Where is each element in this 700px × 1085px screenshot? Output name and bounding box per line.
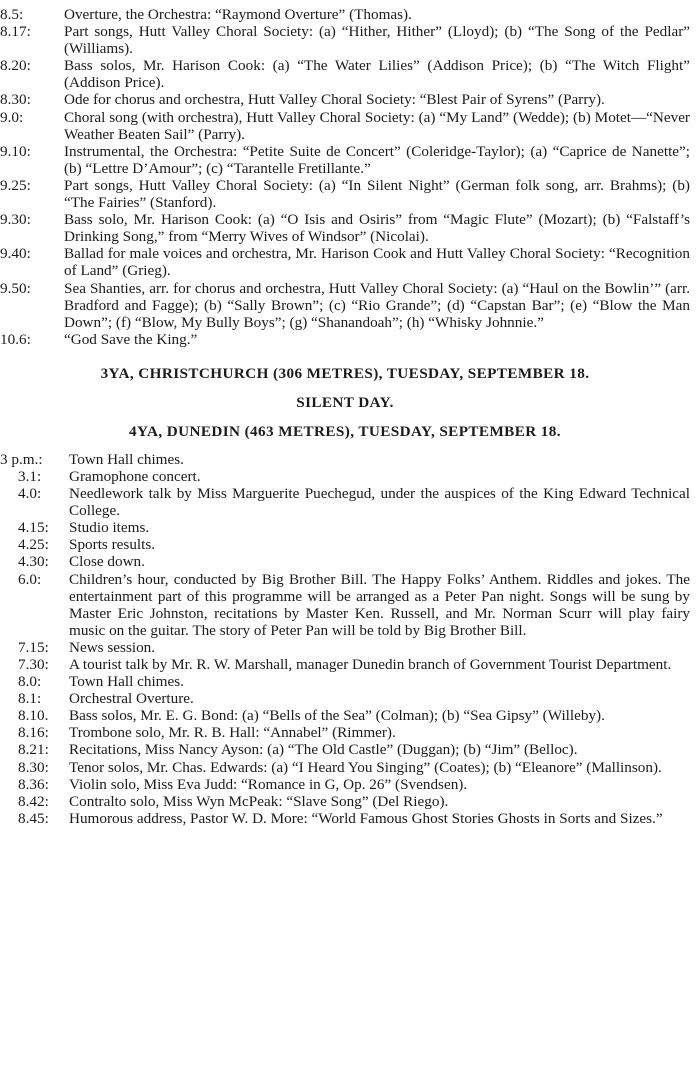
entry-time: 8.16: — [18, 724, 49, 742]
entry-time: 3.1: — [18, 467, 42, 485]
entry-text: Ode for chorus and orchestra, Hutt Valley Choral Society: “Blest Pair of Syrens” (Parry). — [64, 91, 605, 109]
entry-text: Close down. — [69, 553, 145, 571]
programme-entry — [0, 793, 690, 810]
programme-entry — [0, 553, 690, 570]
entry-time: 8.42: — [18, 792, 49, 810]
entry-text: Choral song (with orchestra), Hutt Valley Choral Society: (a) “My Land” (Wedde); (b) Motet—“Never Weather Beaten Sail” (Parry). — [64, 108, 690, 143]
entry-time: 8.0: — [18, 673, 42, 691]
programme-entry — [0, 519, 690, 536]
entry-time: 4.0: — [18, 485, 42, 503]
entry-text: Instrumental, the Orchestra: “Petite Suite de Concert” (Coleridge-Taylor); (a) “Caprice de Nanette”; (b) “Lettre D’Amour”; (c) “Tarantelle Fretillante.” — [64, 142, 690, 177]
entry-text: Needlework talk by Miss Marguerite Puechegud, under the auspices of the King Edward Technical College. — [69, 485, 690, 520]
programme-entry — [0, 177, 690, 211]
station-heading-christchurch: 3YA, CHRISTCHURCH (306 METRES), TUESDAY, SEPTEMBER 18. — [100, 364, 590, 382]
entry-time: 8.21: — [18, 741, 49, 759]
entry-text: Contralto solo, Miss Wyn McPeak: “Slave Song” (Del Riego). — [69, 792, 449, 810]
programme-entry — [0, 280, 690, 331]
entry-text: Studio items. — [69, 519, 150, 537]
programme-entry — [0, 536, 690, 553]
entry-time: 6.0: — [18, 570, 42, 588]
programme-entry — [0, 776, 690, 793]
entry-time: 4.15: — [18, 519, 49, 537]
entry-text: Orchestral Overture. — [69, 690, 194, 708]
entry-text: A tourist talk by Mr. R. W. Marshall, manager Dunedin branch of Government Tourist Department. — [69, 656, 672, 673]
entry-time: 7.30: — [18, 656, 49, 673]
entry-text: Bass solos, Mr. Harison Cook: (a) “The Water Lilies” (Addison Price); (b) “The Witch Flight” (Addison Price). — [64, 57, 690, 92]
entry-time: 10.6: — [0, 330, 31, 348]
entry-time: 9.10: — [0, 142, 31, 160]
entry-time: 8.36: — [18, 775, 49, 793]
programme-entry — [0, 741, 690, 758]
entry-time: 8.45: — [18, 809, 49, 827]
entry-time: 9.40: — [0, 245, 31, 263]
station-heading-dunedin: 4YA, DUNEDIN (463 METRES), TUESDAY, SEPTEMBER 18. — [129, 422, 561, 440]
programme-entry — [0, 571, 690, 639]
entry-time: 9.30: — [0, 211, 31, 229]
entry-text: News session. — [69, 638, 156, 656]
programme-entry — [0, 109, 690, 143]
entry-text: Tenor solos, Mr. Chas. Edwards: (a) “I Heard You Singing” (Coates); (b) “Eleanore” (Mallinson). — [69, 758, 662, 776]
programme-entry — [0, 245, 690, 279]
programme-entry — [0, 57, 690, 91]
programme-entry — [0, 485, 690, 519]
section-2ya-evening — [0, 6, 690, 348]
programme-entry — [0, 143, 690, 177]
entry-time: 8.20: — [0, 57, 31, 75]
silent-day-heading: SILENT DAY. — [296, 393, 394, 411]
entry-text: Children’s hour, conducted by Big Brother Bill. The Happy Folks’ Anthem. Riddles and jokes. The entertainment part of this programme will be arranged as a Peter Pan night. Songs will be sung by Master Eric Johnston, recitations by Master Ken. Russell, and Mr. Norman Scurr will play fairy music on the guitar. The story of Peter Pan will be told by Big Brother Bill. — [69, 570, 690, 639]
entry-time: 8.5: — [0, 6, 24, 23]
entry-text: “God Save the King.” — [64, 330, 198, 348]
entry-time: 8.17: — [0, 23, 31, 41]
entry-time: 8.30: — [18, 758, 49, 776]
programme-entry — [0, 23, 690, 57]
programme-entry — [0, 6, 690, 23]
programme-entry — [0, 810, 690, 827]
entry-text: Violin solo, Miss Eva Judd: “Romance in G, Op. 26” (Svendsen). — [69, 775, 468, 793]
entry-time: 9.50: — [0, 279, 31, 297]
entry-time: 8.1: — [18, 690, 42, 708]
entry-time: 8.30: — [0, 91, 31, 109]
entry-time: 7.15: — [18, 638, 49, 656]
programme-entry — [0, 690, 690, 707]
entry-text: Gramophone concert. — [69, 467, 201, 485]
entry-text: Part songs, Hutt Valley Choral Society: (a) “In Silent Night” (German folk song, arr. Brahms); (b) “The Fairies” (Stanford). — [64, 176, 690, 212]
entry-text: Sports results. — [69, 536, 156, 554]
entry-text: Sea Shanties, arr. for chorus and orchestra, Hutt Valley Choral Society: (a) “Haul on the Bowlin’” (arr. Bradford and Fagge); (b) “Sally Brown”; (c) “Rio Grande”; (d) “Capstan Bar”; (e) “Blow the Man Down”; (f) “Blow, My Bully Boys”; (g) “Shanandoah”; (h) “Whisky Johnnie.” — [64, 279, 690, 331]
entry-text: Recitations, Miss Nancy Ayson: (a) “The Old Castle” (Duggan); (b) “Jim” (Belloc). — [69, 741, 578, 759]
entry-text: Town Hall chimes. — [69, 450, 184, 468]
entry-time: 8.10. — [18, 707, 49, 725]
programme-entry — [0, 91, 690, 108]
entry-text: Part songs, Hutt Valley Choral Society: (a) “Hither, Hither” (Lloyd); (b) “The Song of the Pedlar” (Williams). — [64, 23, 690, 58]
entry-text: Humorous address, Pastor W. D. More: “World Famous Ghost Stories Ghosts in Sorts and Sizes.” — [69, 809, 663, 827]
programme-entry — [0, 639, 690, 656]
programme-entry — [0, 673, 690, 690]
entry-text: Town Hall chimes. — [69, 673, 184, 691]
programme-entry — [0, 656, 690, 673]
programme-entry — [0, 468, 690, 485]
entry-time: 3 p.m.: — [0, 450, 43, 468]
programme-entry — [0, 759, 690, 776]
programme-entry — [0, 707, 690, 724]
section-4ya-dunedin — [0, 451, 690, 827]
entry-text: Ballad for male voices and orchestra, Mr. Harison Cook and Hutt Valley Choral Society: “Recognition of Land” (Grieg). — [64, 245, 690, 280]
entry-time: 4.30: — [18, 553, 49, 571]
entry-time: 9.25: — [0, 176, 31, 194]
entry-text: Bass solo, Mr. Harison Cook: (a) “O Isis and Osiris” from “Magic Flute” (Mozart); (b) “Falstaff’s Drinking Song,” from “Merry Wives of Windsor” (Nicolai). — [64, 211, 690, 246]
entry-text: Trombone solo, Mr. R. B. Hall: “Annabel” (Rimmer). — [69, 724, 396, 742]
programme-entry — [0, 724, 690, 741]
entry-time: 9.0: — [0, 108, 24, 126]
entry-text: Overture, the Orchestra: “Raymond Overture” (Thomas). — [64, 6, 412, 23]
programme-entry — [0, 211, 690, 245]
entry-time: 4.25: — [18, 536, 49, 554]
entry-text: Bass solos, Mr. E. G. Bond: (a) “Bells of the Sea” (Colman); (b) “Sea Gipsy” (Willeby). — [69, 707, 605, 725]
programme-entry — [0, 331, 690, 348]
programme-entry — [0, 451, 690, 468]
